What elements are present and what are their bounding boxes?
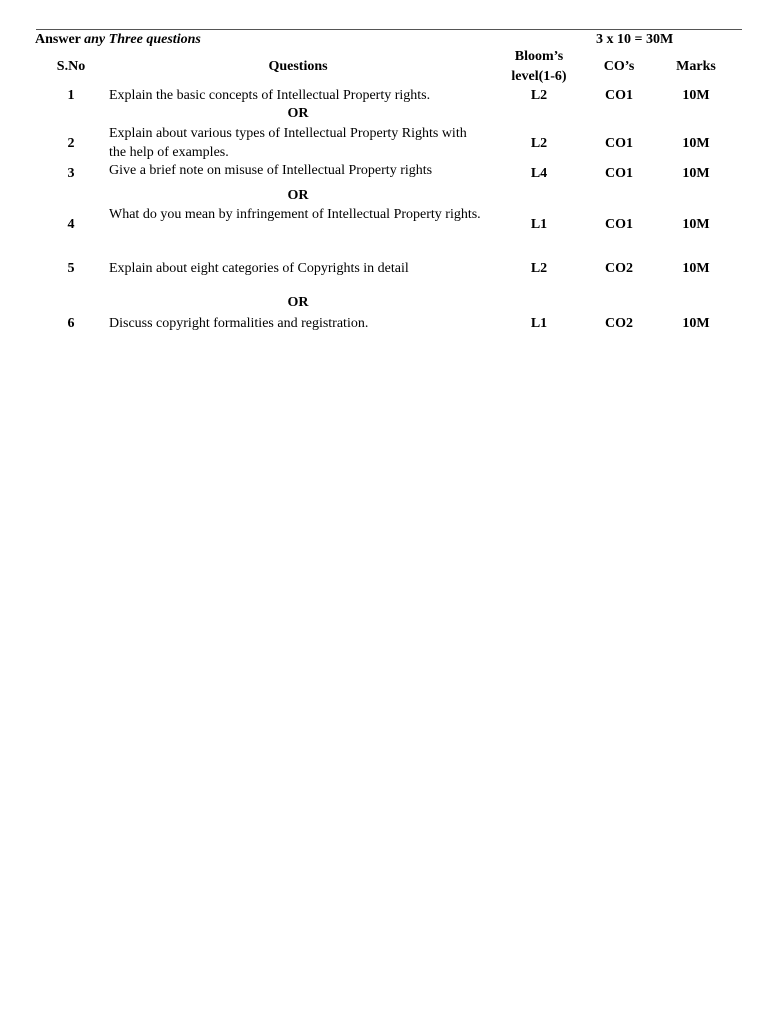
row-question: Explain about eight categories of Copyrights in detail — [109, 261, 409, 276]
row-co: CO1 — [605, 217, 633, 232]
row-level: L1 — [530, 316, 548, 331]
row-co: CO1 — [605, 88, 633, 103]
row-sno: 4 — [67, 217, 75, 232]
row-sno: 3 — [67, 166, 75, 181]
row-question: Discuss copyright formalities and registration. — [109, 316, 369, 331]
row-sno: 5 — [67, 261, 75, 276]
row-level: L2 — [530, 88, 548, 103]
row-marks: 10M — [682, 166, 710, 181]
header-questions: Questions — [268, 59, 328, 74]
row-marks: 10M — [682, 88, 710, 103]
instruction-emphasis: any Three questions — [84, 32, 201, 47]
or-separator: OR — [287, 106, 309, 121]
header-sno: S.No — [56, 59, 86, 74]
row-question: Explain about various types of Intellectual Property Rights with the help of examples. — [109, 126, 467, 160]
header-cos: CO’s — [603, 59, 635, 74]
row-sno: 6 — [67, 316, 75, 331]
or-separator: OR — [287, 295, 309, 310]
row-level: L2 — [530, 136, 548, 151]
header-blooms-line1: Bloom’s — [514, 49, 564, 64]
header-marks: Marks — [676, 59, 716, 74]
instruction-prefix: Answer — [35, 32, 85, 47]
marks-total: 3 x 10 = 30M — [596, 32, 674, 47]
row-level: L1 — [530, 217, 548, 232]
row-level: L2 — [530, 261, 548, 276]
row-sno: 2 — [67, 136, 75, 151]
row-question: Explain the basic concepts of Intellectual Property rights. — [109, 88, 431, 103]
row-marks: 10M — [682, 261, 710, 276]
row-co: CO2 — [605, 316, 633, 331]
row-level: L4 — [530, 166, 548, 181]
row-marks: 10M — [682, 217, 710, 232]
row-co: CO2 — [605, 261, 633, 276]
or-separator: OR — [287, 188, 309, 203]
row-marks: 10M — [682, 316, 710, 331]
row-question: Give a brief note on misuse of Intellectual Property rights — [109, 163, 433, 178]
row-co: CO1 — [605, 166, 633, 181]
header-blooms-line2: level(1-6) — [511, 69, 567, 84]
row-question: What do you mean by infringement of Intellectual Property rights. — [109, 207, 481, 222]
instruction-text — [35, 32, 201, 48]
top-rule — [36, 29, 742, 30]
row-co: CO1 — [605, 136, 633, 151]
row-sno: 1 — [67, 88, 75, 103]
row-marks: 10M — [682, 136, 710, 151]
